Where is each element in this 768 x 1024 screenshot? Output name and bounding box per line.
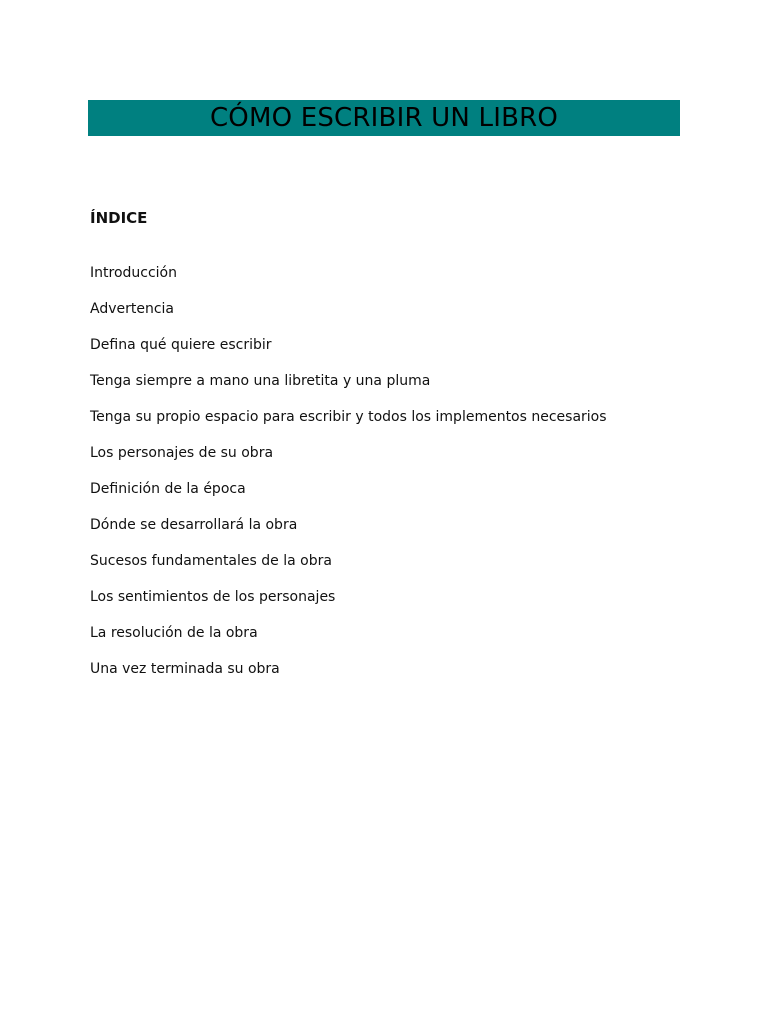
toc-item-espacio: Tenga su propio espacio para escribir y todos los implementos necesarios [90, 409, 607, 425]
toc-item-resolucion: La resolución de la obra [90, 625, 258, 641]
toc-item-sentimientos: Los sentimientos de los personajes [90, 589, 336, 605]
index-heading: ÍNDICE [90, 209, 148, 227]
document-title: CÓMO ESCRIBIR UN LIBRO [209, 103, 559, 133]
toc-item-advertencia: Advertencia [90, 301, 175, 317]
toc-item-sucesos: Sucesos fundamentales de la obra [90, 553, 332, 569]
toc-item-terminada: Una vez terminada su obra [90, 661, 280, 677]
toc-item-defina: Defina qué quiere escribir [90, 337, 272, 353]
title-banner [88, 100, 680, 136]
toc-item-personajes: Los personajes de su obra [90, 445, 274, 461]
toc-item-epoca: Definición de la época [90, 481, 246, 497]
table-of-contents [90, 262, 607, 694]
toc-item-introduccion: Introducción [90, 265, 177, 281]
toc-item-libretita: Tenga siempre a mano una libretita y una pluma [90, 373, 431, 389]
toc-item-donde: Dónde se desarrollará la obra [90, 517, 298, 533]
